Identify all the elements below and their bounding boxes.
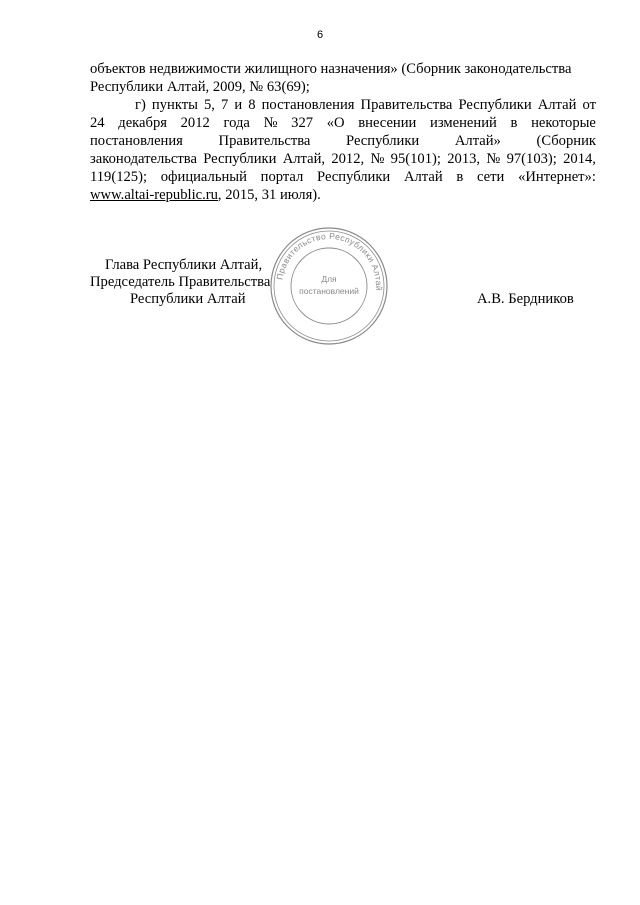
paragraph-2-line-3 — [90, 132, 596, 150]
word: Правительства — [360, 97, 453, 113]
paragraph-1-line-1: объектов недвижимости жилищного назначения» (Сборник законодательства — [90, 61, 572, 77]
word: г) — [135, 97, 146, 113]
word: № — [263, 115, 278, 131]
word: 8 — [248, 97, 256, 113]
word: 327 — [291, 115, 314, 131]
word: внесении — [358, 115, 417, 131]
word: и — [234, 97, 243, 113]
word: законодательства — [90, 151, 197, 167]
word: постановления — [261, 97, 355, 113]
paragraph-2-line-6-rest: , 2015, 31 июля). — [217, 187, 321, 203]
paragraph-2-line-6 — [90, 186, 596, 204]
seal-inner-text-line-1: Для — [321, 274, 337, 284]
word: постановления — [90, 133, 183, 149]
word: Правительства — [218, 133, 311, 149]
word: от — [582, 97, 596, 113]
word: Республики — [203, 151, 277, 167]
word: изменений — [430, 115, 497, 131]
word: «Интернет»: — [518, 169, 596, 185]
word: Республики — [346, 133, 420, 149]
word: некоторые — [531, 115, 596, 131]
signatory-title-line-1: Глава Республики Алтай, — [105, 257, 263, 273]
word: 24 — [90, 115, 105, 131]
word: 97(103); — [506, 151, 557, 167]
word: портал — [260, 169, 304, 185]
word: Алтай — [537, 97, 577, 113]
seal-graphic — [268, 225, 390, 347]
word: Алтай, — [282, 151, 326, 167]
word: официальный — [160, 169, 247, 185]
word: 2012, — [331, 151, 365, 167]
word: 2013, — [447, 151, 481, 167]
word: 2012 — [180, 115, 210, 131]
word: пункты — [151, 97, 198, 113]
page-number: 6 — [316, 29, 324, 41]
paragraph-2-line-2 — [90, 114, 596, 132]
word: 7 — [221, 97, 229, 113]
word: Республики — [317, 169, 391, 185]
word: № — [370, 151, 385, 167]
signatory-title-line-3: Республики Алтай — [130, 291, 246, 307]
paragraph-2-line-1 — [90, 96, 596, 114]
paragraph-2-line-5 — [90, 168, 596, 186]
word: 5, — [203, 97, 215, 113]
word: 119(125); — [90, 169, 148, 185]
paragraph-2-line-4 — [90, 150, 596, 168]
portal-link[interactable]: www.altai-republic.ru — [90, 187, 218, 203]
word: года — [223, 115, 250, 131]
word: Алтай» — [454, 133, 501, 149]
document-body — [90, 60, 596, 204]
word: Республики — [458, 97, 532, 113]
seal-outer-text: Правительство Республики Алтай — [274, 230, 385, 292]
word: сети — [477, 169, 505, 185]
word: 95(101); — [390, 151, 441, 167]
word: в — [510, 115, 518, 131]
word: в — [456, 169, 464, 185]
word: 2014, — [563, 151, 596, 167]
word: декабря — [118, 115, 167, 131]
word: «О — [326, 115, 345, 131]
word: № — [486, 151, 501, 167]
word: Алтай — [403, 169, 443, 185]
seal-inner-text-line-2: постановлений — [299, 286, 359, 296]
word: (Сборник — [536, 133, 596, 149]
signatory-title-line-2: Председатель Правительства — [90, 274, 271, 290]
paragraph-1-line-2: Республики Алтай, 2009, № 63(69); — [90, 79, 310, 95]
signatory-name: А.В. Бердников — [477, 291, 574, 307]
official-seal-stamp — [268, 225, 390, 347]
